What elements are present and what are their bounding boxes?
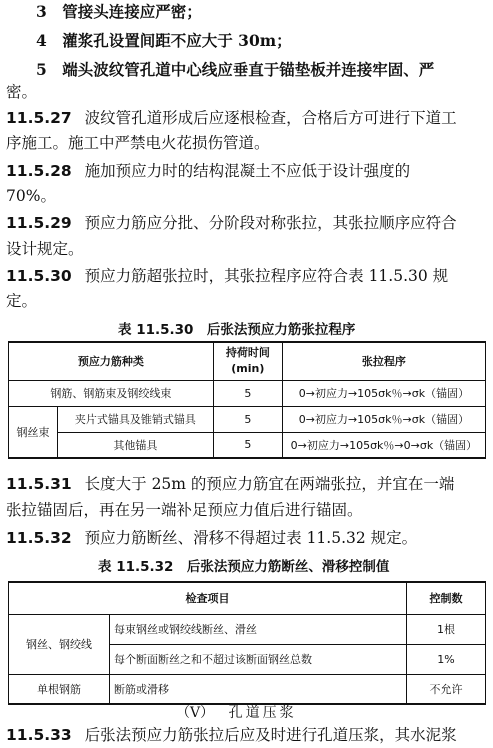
item-3: 3 管接头连接应严密； [36, 2, 202, 21]
clause-31-number: 11.5.31 [6, 475, 72, 493]
table2-header-item: 检查项目 [9, 582, 407, 614]
clause-30-cont: 定。 [6, 292, 38, 310]
table2-cell-value: 不允许 [407, 674, 486, 704]
item-5-cont: 密。 [6, 83, 38, 101]
clause-33-number: 11.5.33 [6, 726, 72, 744]
table2-cell-item: 每束钢丝或钢绞线断丝、滑丝 [110, 614, 407, 644]
table1-header-time-label: 持荷时间 [225, 346, 270, 360]
table2-caption: 表 11.5.32 后张法预应力筋断丝、滑移控制值 [98, 559, 390, 575]
clause-33-text: 后张法预应力筋张拉后应及时进行孔道压浆，其水泥浆 [84, 726, 457, 744]
clause-27 [6, 108, 457, 128]
clause-31 [6, 474, 454, 494]
table1-cell-procedure: 0→初应力→105σk％→σk（锚固） [282, 406, 485, 432]
section-heading [176, 702, 297, 722]
table1-header-type: 预应力筋种类 [9, 342, 214, 380]
clause-28 [6, 161, 410, 181]
table2-cell-item: 断筋或滑移 [110, 674, 407, 704]
table-row [9, 614, 486, 644]
clause-30 [6, 266, 448, 286]
clause-30-number: 11.5.30 [6, 267, 72, 285]
table-row [9, 432, 486, 458]
table2-cell-group: 单根钢筋 [9, 674, 110, 704]
section-roman: （Ⅴ） [176, 705, 215, 721]
clause-28-text: 施加预应力时的结构混凝土不应低于设计强度的 [84, 162, 411, 180]
table2-cell-value: 1根 [407, 614, 486, 644]
clause-29-cont: 设计规定。 [6, 240, 84, 258]
table1-cell-type: 其他锚具 [58, 432, 214, 458]
table1-header-time-unit: (min) [231, 362, 265, 376]
clause-27-cont: 序施工。施工中严禁电火花损伤管道。 [6, 134, 270, 152]
table1-cell-type: 夹片式锚具及锥销式锚具 [58, 406, 214, 432]
clause-28-number: 11.5.28 [6, 162, 72, 180]
table2-cell-value: 1% [407, 644, 486, 674]
clause-29 [6, 213, 457, 233]
clause-31-cont: 张拉锚固后，再在另一端补足预应力值后进行锚固。 [6, 501, 363, 519]
clause-32-number: 11.5.32 [6, 529, 72, 547]
table-row [9, 380, 486, 406]
table1-header-time [213, 342, 282, 380]
section-title: 孔道压浆 [228, 705, 297, 721]
clause-31-text: 长度大于 25m 的预应力筋宜在两端张拉，并宜在一端 [84, 475, 455, 493]
table1-cell-type: 钢筋、钢筋束及钢绞线束 [9, 380, 214, 406]
table1-cell-procedure: 0→初应力→105σk％→0→σk（锚固） [282, 432, 485, 458]
clause-28-cont: 70%。 [6, 187, 56, 205]
table1 [8, 341, 486, 459]
table2 [8, 581, 486, 705]
item-4: 4 灌浆孔设置间距不应大于 30m； [36, 31, 292, 50]
item-5: 5 端头波纹管孔道中心线应垂直于锚垫板并连接牢固、严 [36, 60, 435, 79]
table2-cell-group: 钢丝、钢绞线 [9, 614, 110, 674]
clause-27-number: 11.5.27 [6, 109, 72, 127]
table2-cell-item: 每个断面断丝之和不超过该断面钢丝总数 [110, 644, 407, 674]
table-row [9, 674, 486, 704]
clause-29-number: 11.5.29 [6, 214, 72, 232]
table1-cell-time: 5 [213, 380, 282, 406]
table1-cell-time: 5 [213, 406, 282, 432]
clause-32-text: 预应力筋断丝、滑移不得超过表 11.5.32 规定。 [84, 529, 418, 547]
clause-32 [6, 528, 417, 548]
clause-30-text: 预应力筋超张拉时，其张拉程序应符合表 11.5.30 规 [84, 267, 449, 285]
table1-header-procedure: 张拉程序 [282, 342, 485, 380]
clause-29-text: 预应力筋应分批、分阶段对称张拉，其张拉顺序应符合 [84, 214, 457, 232]
table1-cell-group: 钢丝束 [9, 406, 58, 458]
table-row [9, 406, 486, 432]
table1-caption: 表 11.5.30 后张法预应力筋张拉程序 [118, 322, 356, 338]
table1-cell-time: 5 [213, 432, 282, 458]
clause-33 [6, 725, 457, 745]
clause-27-text: 波纹管孔道形成后应逐根检查，合格后方可进行下道工 [84, 109, 457, 127]
table1-cell-procedure: 0→初应力→105σk％→σk（锚固） [282, 380, 485, 406]
table2-header-value: 控制数 [407, 582, 486, 614]
